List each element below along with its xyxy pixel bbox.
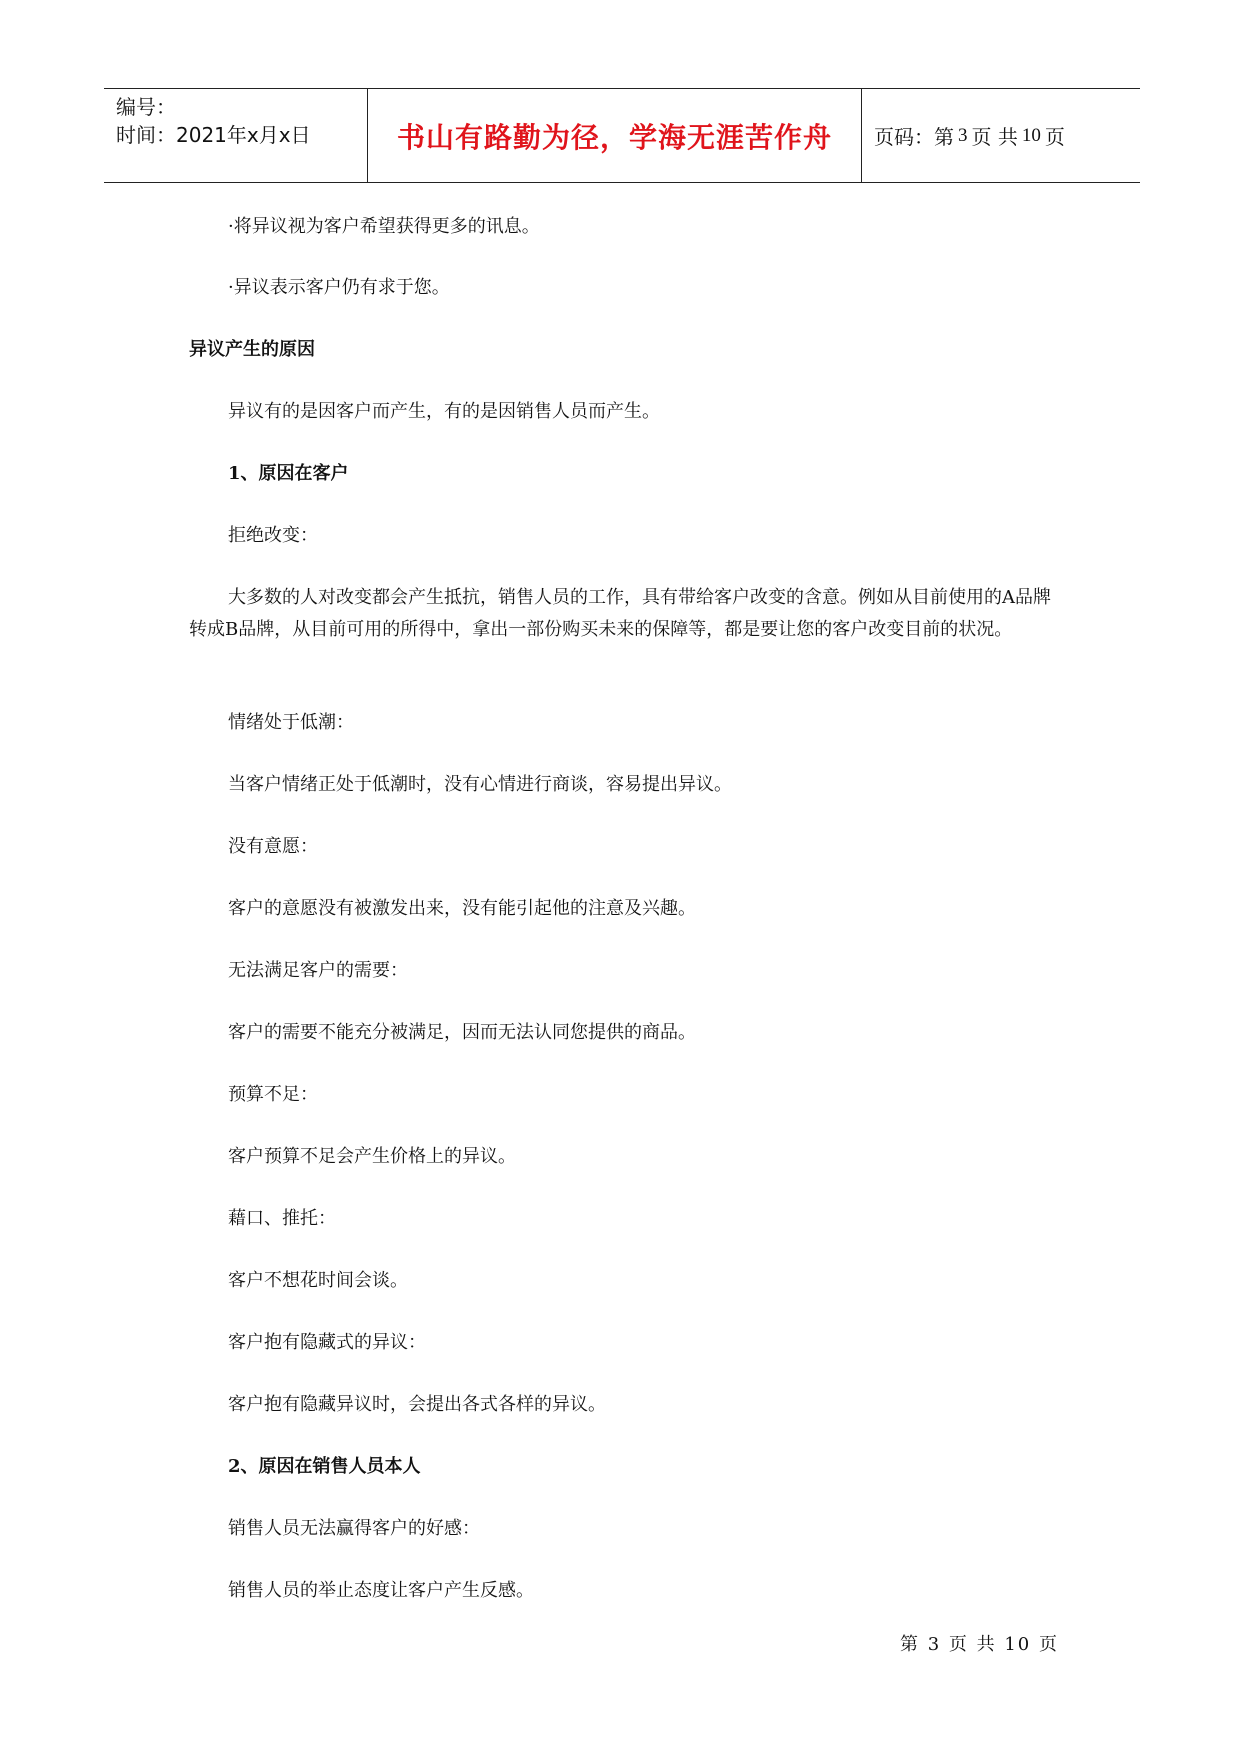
paragraph: 客户预算不足会产生价格上的异议。 xyxy=(228,1146,516,1167)
item-title: 拒绝改变： xyxy=(228,525,318,546)
paragraph: 销售人员的举止态度让客户产生反感。 xyxy=(228,1580,534,1601)
page-footer: 第 3 页 共 10 页 xyxy=(900,1634,1059,1655)
paragraph: 客户不想花时间会谈。 xyxy=(228,1270,408,1291)
paragraph: 客户的需要不能充分被满足，因而无法认同您提供的商品。 xyxy=(228,1022,696,1043)
paragraph: 客户抱有隐藏异议时，会提出各式各样的异议。 xyxy=(228,1394,606,1415)
paragraph: 异议有的是因客户而产生，有的是因销售人员而产生。 xyxy=(228,401,660,422)
item-title: 客户抱有隐藏式的异议： xyxy=(228,1332,426,1353)
number-label: 编号： xyxy=(116,95,176,119)
page-number: 3 xyxy=(958,124,968,146)
header-page-cell xyxy=(862,89,1140,182)
item-title: 没有意愿： xyxy=(228,836,318,857)
item-title: 无法满足客户的需要： xyxy=(228,960,408,981)
time-label: 时间：2021年x月x日 xyxy=(116,123,311,147)
section-heading: 异议产生的原因 xyxy=(189,339,315,360)
page-total: 10 xyxy=(1021,124,1041,146)
item-title: 情绪处于低潮： xyxy=(228,712,354,733)
paragraph: 当客户情绪正处于低潮时，没有心情进行商谈，容易提出异议。 xyxy=(228,774,732,795)
motto-text: 书山有路勤为径，学海无涯苦作舟 xyxy=(396,120,832,154)
subsection-heading: 1、原因在客户 xyxy=(228,463,349,484)
header-meta-cell xyxy=(104,89,368,182)
document-header xyxy=(104,88,1140,183)
page-prefix: 页码：第 xyxy=(874,125,954,149)
header-motto-cell xyxy=(368,89,862,182)
subsection-heading: 2、原因在销售人员本人 xyxy=(228,1456,421,1477)
page-suffix: 页 xyxy=(1044,125,1065,149)
item-title: 销售人员无法赢得客户的好感： xyxy=(228,1518,480,1539)
bullet-item: ·将异议视为客户希望获得更多的讯息。 xyxy=(228,216,540,237)
paragraph: 大多数的人对改变都会产生抵抗，销售人员的工作，具有带给客户改变的含意。例如从目前使用的A品牌转成B品牌，从目前可用的所得中，拿出一部份购买未来的保障等，都是要让您的客户改变目前的状况。 xyxy=(189,587,1051,640)
bullet-item: ·异议表示客户仍有求于您。 xyxy=(228,277,450,298)
page-mid: 页 共 xyxy=(971,125,1018,149)
item-title: 预算不足： xyxy=(228,1084,318,1105)
paragraph: 客户的意愿没有被激发出来，没有能引起他的注意及兴趣。 xyxy=(228,898,696,919)
item-title: 藉口、推托： xyxy=(228,1208,336,1229)
